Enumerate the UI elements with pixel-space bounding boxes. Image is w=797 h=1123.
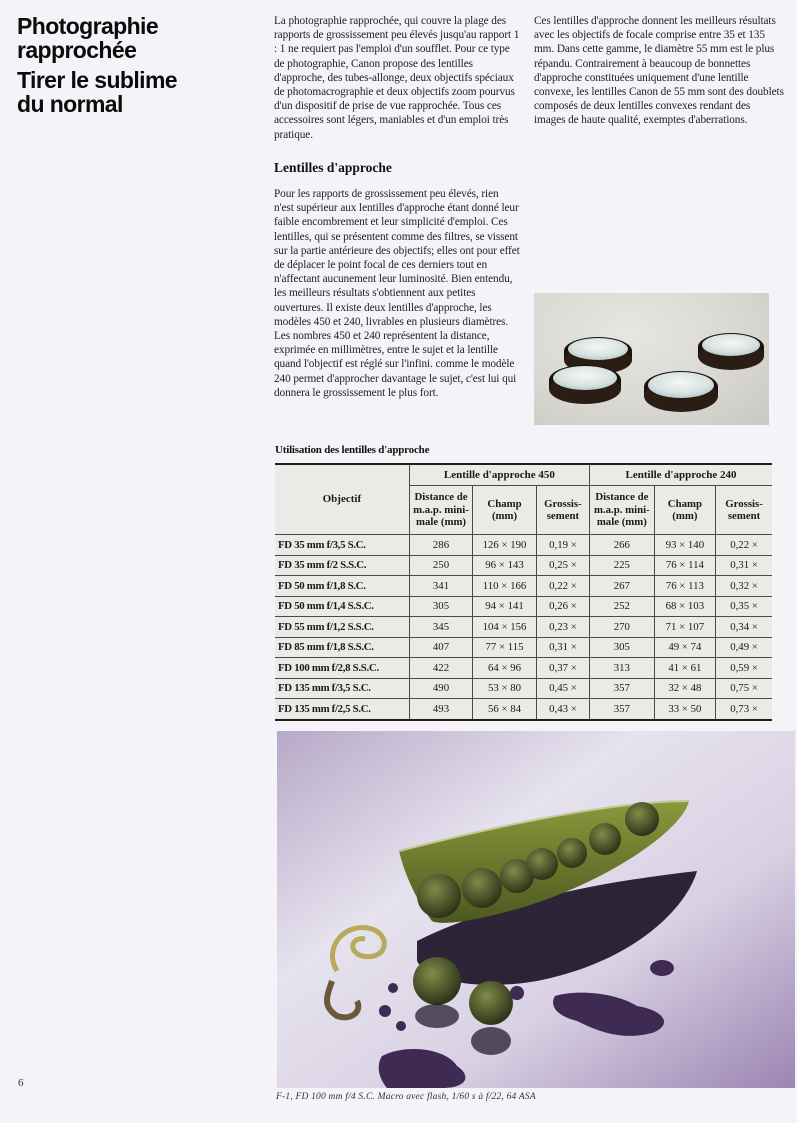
table-row <box>275 596 772 617</box>
cell-distance-450: 490 <box>409 678 473 699</box>
cell-distance-240: 267 <box>590 576 655 597</box>
table-title: Utilisation des lentilles d'approche <box>275 444 430 456</box>
table-group-header <box>275 464 772 486</box>
cell-champ-240: 33 × 50 <box>654 699 715 720</box>
close-up-lenses-photo <box>534 293 769 425</box>
header-grossissement-450: Grossis- sement <box>536 486 589 535</box>
table-row <box>275 576 772 597</box>
table-row <box>275 699 772 720</box>
table-row <box>275 658 772 679</box>
pea-pod-photo <box>277 731 795 1088</box>
subtitle-line-2: du normal <box>17 91 123 117</box>
cell-objectif: FD 50 mm f/1,4 S.S.C. <box>275 596 409 617</box>
cell-grossissement-240: 0,34 × <box>716 617 772 638</box>
cell-grossissement-450: 0,25 × <box>536 555 589 576</box>
header-champ-240: Champ (mm) <box>654 486 715 535</box>
cell-grossissement-450: 0,45 × <box>536 678 589 699</box>
cell-champ-450: 53 × 80 <box>473 678 537 699</box>
lenses-illustration <box>534 293 769 425</box>
cell-distance-240: 225 <box>590 555 655 576</box>
cell-grossissement-450: 0,43 × <box>536 699 589 720</box>
cell-distance-450: 341 <box>409 576 473 597</box>
cell-distance-240: 313 <box>590 658 655 679</box>
cell-grossissement-240: 0,59 × <box>716 658 772 679</box>
page-title <box>17 14 257 116</box>
pea-pod-illustration <box>277 731 795 1088</box>
cell-champ-450: 104 × 156 <box>473 617 537 638</box>
cell-objectif: FD 135 mm f/2,5 S.C. <box>275 699 409 720</box>
cell-grossissement-240: 0,75 × <box>716 678 772 699</box>
cell-champ-240: 76 × 113 <box>654 576 715 597</box>
cell-objectif: FD 55 mm f/1,2 S.S.C. <box>275 617 409 638</box>
cell-champ-240: 32 × 48 <box>654 678 715 699</box>
title-line-1: Photographie <box>17 13 159 39</box>
cell-objectif: FD 35 mm f/2 S.S.C. <box>275 555 409 576</box>
photo-caption: F-1, FD 100 mm f/4 S.C. Macro avec flash, 1/60 s à f/22, 64 ASA <box>276 1092 536 1102</box>
cell-champ-450: 96 × 143 <box>473 555 537 576</box>
cell-objectif: FD 35 mm f/3,5 S.C. <box>275 535 409 556</box>
cell-grossissement-240: 0,73 × <box>716 699 772 720</box>
cell-distance-450: 250 <box>409 555 473 576</box>
section-heading: Lentilles d'approche <box>274 160 392 175</box>
table-row <box>275 555 772 576</box>
header-lens-450: Lentille d'approche 450 <box>409 464 589 486</box>
cell-grossissement-240: 0,32 × <box>716 576 772 597</box>
cell-grossissement-450: 0,31 × <box>536 637 589 658</box>
section-paragraph: Pour les rapports de grossissement peu élevés, rien n'est supérieur aux lentilles d'approche étant donné leur faible encombrement et leur simplicité d'emploi. Ces lentilles, qui se présentent comme des filtres, se vissent sur la partie antérieure des objectifs; elles ont pour effet de déplacer le point focal de ces derniers tout en n'affectant aucunement leur luminosité. Bien entendu, les meilleurs résultats s'obtiennent aux petites ouvertures. Il existe deux lentilles d'approche, les modèles 450 et 240, livrables en plusieurs diamètres. Les nombres 450 et 240 représentent la distance, exprimée en millimètres, entre le sujet et la lentille quand l'objectif est réglé sur l'infini. comme le modèle 240 permet d'approcher davantage le sujet, c'est lui qui donnera le grossissement le plus fort. <box>274 188 520 399</box>
cell-champ-450: 126 × 190 <box>473 535 537 556</box>
lens-ring-4 <box>644 371 718 412</box>
close-up-lens-table <box>275 463 772 721</box>
cell-grossissement-240: 0,22 × <box>716 535 772 556</box>
cell-objectif: FD 85 mm f/1,8 S.S.C. <box>275 637 409 658</box>
cell-distance-450: 345 <box>409 617 473 638</box>
table-row <box>275 617 772 638</box>
cell-grossissement-450: 0,26 × <box>536 596 589 617</box>
cell-objectif: FD 50 mm f/1,8 S.C. <box>275 576 409 597</box>
cell-champ-450: 94 × 141 <box>473 596 537 617</box>
cell-champ-450: 56 × 84 <box>473 699 537 720</box>
cell-grossissement-450: 0,19 × <box>536 535 589 556</box>
cell-champ-240: 76 × 114 <box>654 555 715 576</box>
cell-distance-450: 305 <box>409 596 473 617</box>
header-champ-450: Champ (mm) <box>473 486 537 535</box>
subtitle-line-1: Tirer le sublime <box>17 67 177 93</box>
lens-ring-2 <box>698 333 764 370</box>
cell-champ-240: 71 × 107 <box>654 617 715 638</box>
table-row <box>275 637 772 658</box>
table-row <box>275 678 772 699</box>
cell-grossissement-450: 0,22 × <box>536 576 589 597</box>
cell-champ-450: 77 × 115 <box>473 637 537 658</box>
cell-distance-240: 357 <box>590 699 655 720</box>
cell-distance-450: 422 <box>409 658 473 679</box>
cell-distance-240: 252 <box>590 596 655 617</box>
header-distance-240: Distance de m.a.p. mini- male (mm) <box>590 486 655 535</box>
lens-ring-3 <box>549 365 621 404</box>
cell-objectif: FD 135 mm f/3,5 S.C. <box>275 678 409 699</box>
title-line-2: rapprochée <box>17 37 137 63</box>
cell-grossissement-450: 0,37 × <box>536 658 589 679</box>
cell-distance-240: 357 <box>590 678 655 699</box>
cell-grossissement-240: 0,49 × <box>716 637 772 658</box>
cell-distance-450: 407 <box>409 637 473 658</box>
cell-champ-240: 49 × 74 <box>654 637 715 658</box>
header-lens-240: Lentille d'approche 240 <box>590 464 772 486</box>
header-grossissement-240: Grossis- sement <box>716 486 772 535</box>
cell-grossissement-240: 0,35 × <box>716 596 772 617</box>
cell-champ-450: 110 × 166 <box>473 576 537 597</box>
cell-distance-450: 493 <box>409 699 473 720</box>
cell-champ-240: 93 × 140 <box>654 535 715 556</box>
cell-grossissement-450: 0,23 × <box>536 617 589 638</box>
cell-champ-450: 64 × 96 <box>473 658 537 679</box>
column2-paragraph: Ces lentilles d'approche donnent les meilleurs résultats avec les objectifs de focale comprise entre 35 et 135 mm. Dans cette gamme, le diamètre 55 mm est le plus répandu. Contrairement à beaucoup de bonnettes d'approche constituées uniquement d'une lentille convexe, les lentilles Canon de 55 mm sont des doublets composés de deux lentilles convexes rendant des images de haute qualité, exemptes d'aberrations. <box>534 15 784 127</box>
header-distance-450: Distance de m.a.p. mini- male (mm) <box>409 486 473 535</box>
header-objectif: Objectif <box>275 464 409 535</box>
cell-distance-240: 266 <box>590 535 655 556</box>
page-number: 6 <box>18 1077 24 1089</box>
cell-champ-240: 41 × 61 <box>654 658 715 679</box>
cell-grossissement-240: 0,31 × <box>716 555 772 576</box>
cell-distance-240: 270 <box>590 617 655 638</box>
cell-distance-450: 286 <box>409 535 473 556</box>
cell-distance-240: 305 <box>590 637 655 658</box>
table-row <box>275 535 772 556</box>
cell-objectif: FD 100 mm f/2,8 S.S.C. <box>275 658 409 679</box>
intro-paragraph: La photographie rapprochée, qui couvre la plage des rapports de grossissement peu élevés jusqu'au rapport 1 : 1 ne requiert pas l'emploi d'un soufflet. Pour ce type de photographie, Canon propose des lentilles d'approche, des tubes-allonge, deux objectifs spéciaux de photomacrographie et deux objectifs zoom pourvus d'un dispositif de prise de vue rapprochée. Tous ces accessoires sont légers, maniables et d'un emploi très pratique. <box>274 15 520 141</box>
cell-champ-240: 68 × 103 <box>654 596 715 617</box>
subtitle <box>17 68 257 116</box>
